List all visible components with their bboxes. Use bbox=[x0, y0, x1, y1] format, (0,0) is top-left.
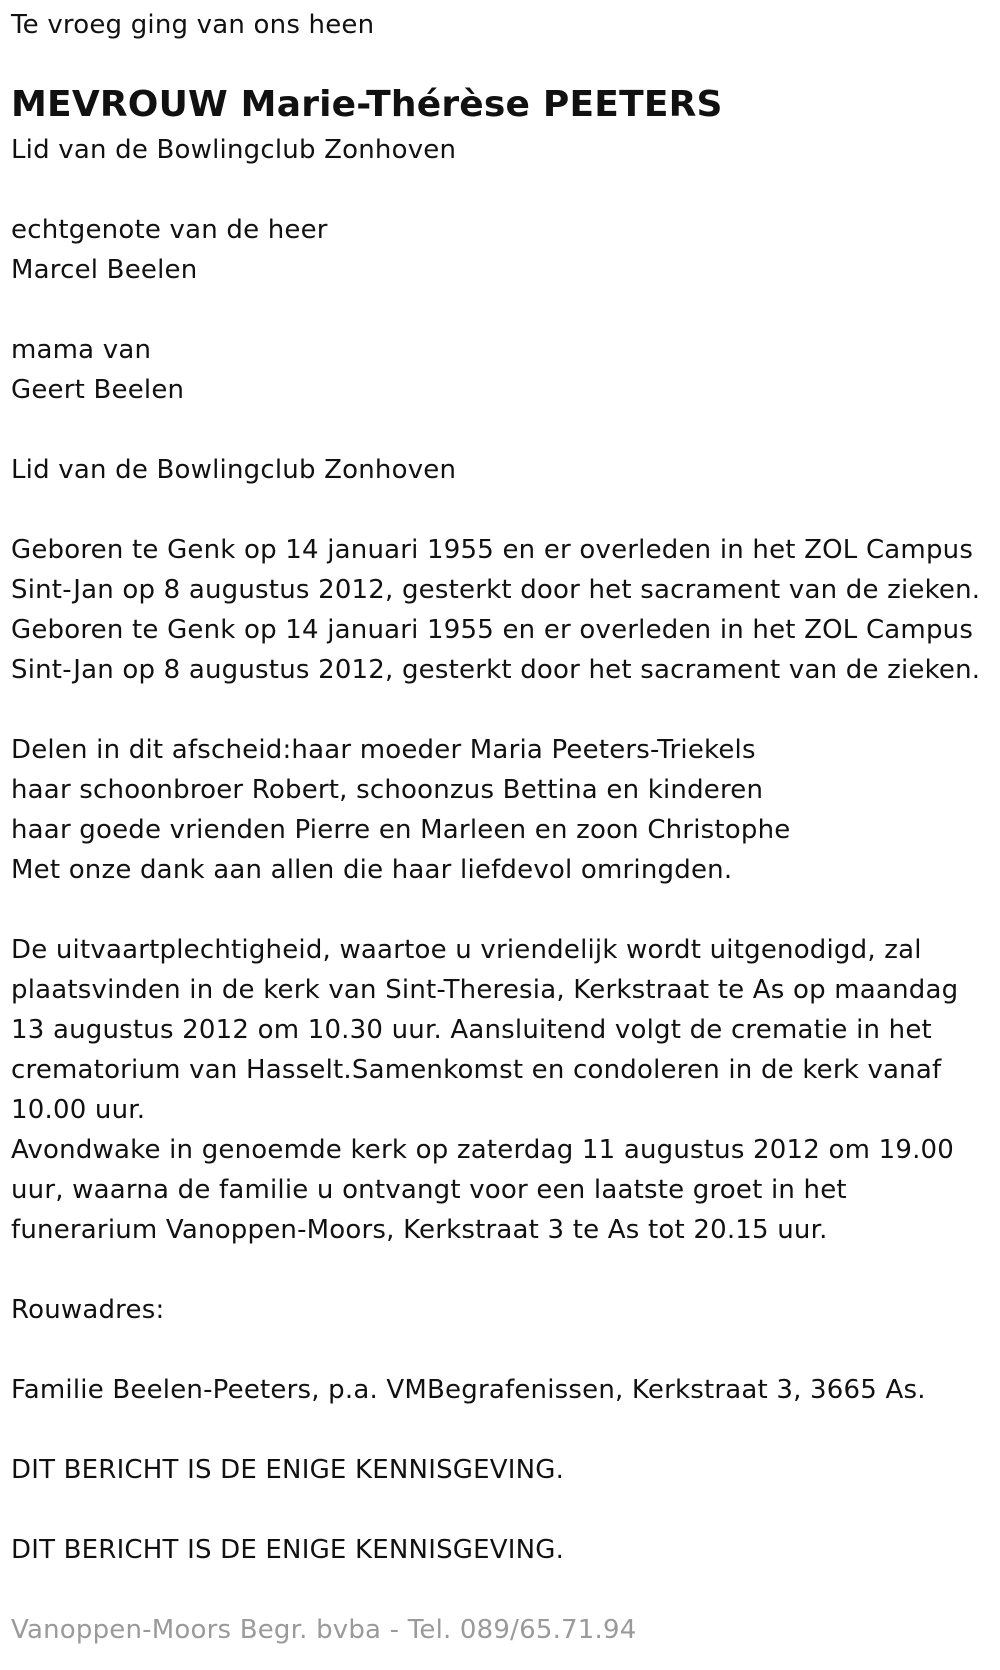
mourners-paragraph bbox=[11, 730, 991, 890]
paragraph-line: haar goede vrienden Pierre en Marleen en zoon Christophe bbox=[11, 815, 791, 845]
paragraph-line: 13 augustus 2012 om 10.30 uur. Aansluitend volgt de crematie in het bbox=[11, 1015, 932, 1045]
paragraph-line: Met onze dank aan allen die haar liefdevol omringden. bbox=[11, 855, 733, 885]
child-label: mama van bbox=[11, 335, 152, 365]
paragraph-line: Geboren te Genk op 14 januari 1955 en er overleden in het ZOL Campus bbox=[11, 615, 974, 645]
obituary-notice bbox=[11, 0, 991, 1650]
deceased-name: MEVROUW Marie-Thérèse PEETERS bbox=[11, 84, 723, 125]
intro-text: Te vroeg ging van ons heen bbox=[11, 10, 375, 40]
child-name: Geert Beelen bbox=[11, 375, 185, 405]
paragraph-line: Avondwake in genoemde kerk op zaterdag 11 augustus 2012 om 19.00 bbox=[11, 1135, 955, 1165]
notice-text: DIT BERICHT IS DE ENIGE KENNISGEVING. bbox=[11, 1455, 565, 1485]
paragraph-line: Sint-Jan op 8 augustus 2012, gesterkt door het sacrament van de zieken. bbox=[11, 575, 981, 605]
birth-death-paragraph bbox=[11, 530, 991, 690]
paragraph-line: funerarium Vanoppen-Moors, Kerkstraat 3 te As tot 20.15 uur. bbox=[11, 1215, 828, 1245]
spouse-label: echtgenote van de heer bbox=[11, 215, 328, 245]
paragraph-line: Sint-Jan op 8 augustus 2012, gesterkt door het sacrament van de zieken. bbox=[11, 655, 981, 685]
spouse-name: Marcel Beelen bbox=[11, 255, 198, 285]
funeral-home-footer: Vanoppen-Moors Begr. bvba - Tel. 089/65.71.94 bbox=[11, 1615, 637, 1645]
membership-text: Lid van de Bowlingclub Zonhoven bbox=[11, 135, 457, 165]
address-label: Rouwadres: bbox=[11, 1295, 165, 1325]
membership-repeat-text: Lid van de Bowlingclub Zonhoven bbox=[11, 455, 457, 485]
ceremony-paragraph bbox=[11, 930, 991, 1250]
paragraph-line: uur, waarna de familie u ontvangt voor een laatste groet in het bbox=[11, 1175, 847, 1205]
paragraph-line: crematorium van Hasselt.Samenkomst en condoleren in de kerk vanaf bbox=[11, 1055, 942, 1085]
notice-repeat-text: DIT BERICHT IS DE ENIGE KENNISGEVING. bbox=[11, 1535, 565, 1565]
mourning-address: Familie Beelen-Peeters, p.a. VMBegrafenissen, Kerkstraat 3, 3665 As. bbox=[11, 1375, 926, 1405]
paragraph-line: De uitvaartplechtigheid, waartoe u vriendelijk wordt uitgenodigd, zal bbox=[11, 935, 922, 965]
paragraph-line: Delen in dit afscheid:haar moeder Maria Peeters-Triekels bbox=[11, 735, 756, 765]
paragraph-line: haar schoonbroer Robert, schoonzus Bettina en kinderen bbox=[11, 775, 764, 805]
paragraph-line: Geboren te Genk op 14 januari 1955 en er overleden in het ZOL Campus bbox=[11, 535, 974, 565]
paragraph-line: 10.00 uur. bbox=[11, 1095, 146, 1125]
paragraph-line: plaatsvinden in de kerk van Sint-Theresia, Kerkstraat te As op maandag bbox=[11, 975, 959, 1005]
